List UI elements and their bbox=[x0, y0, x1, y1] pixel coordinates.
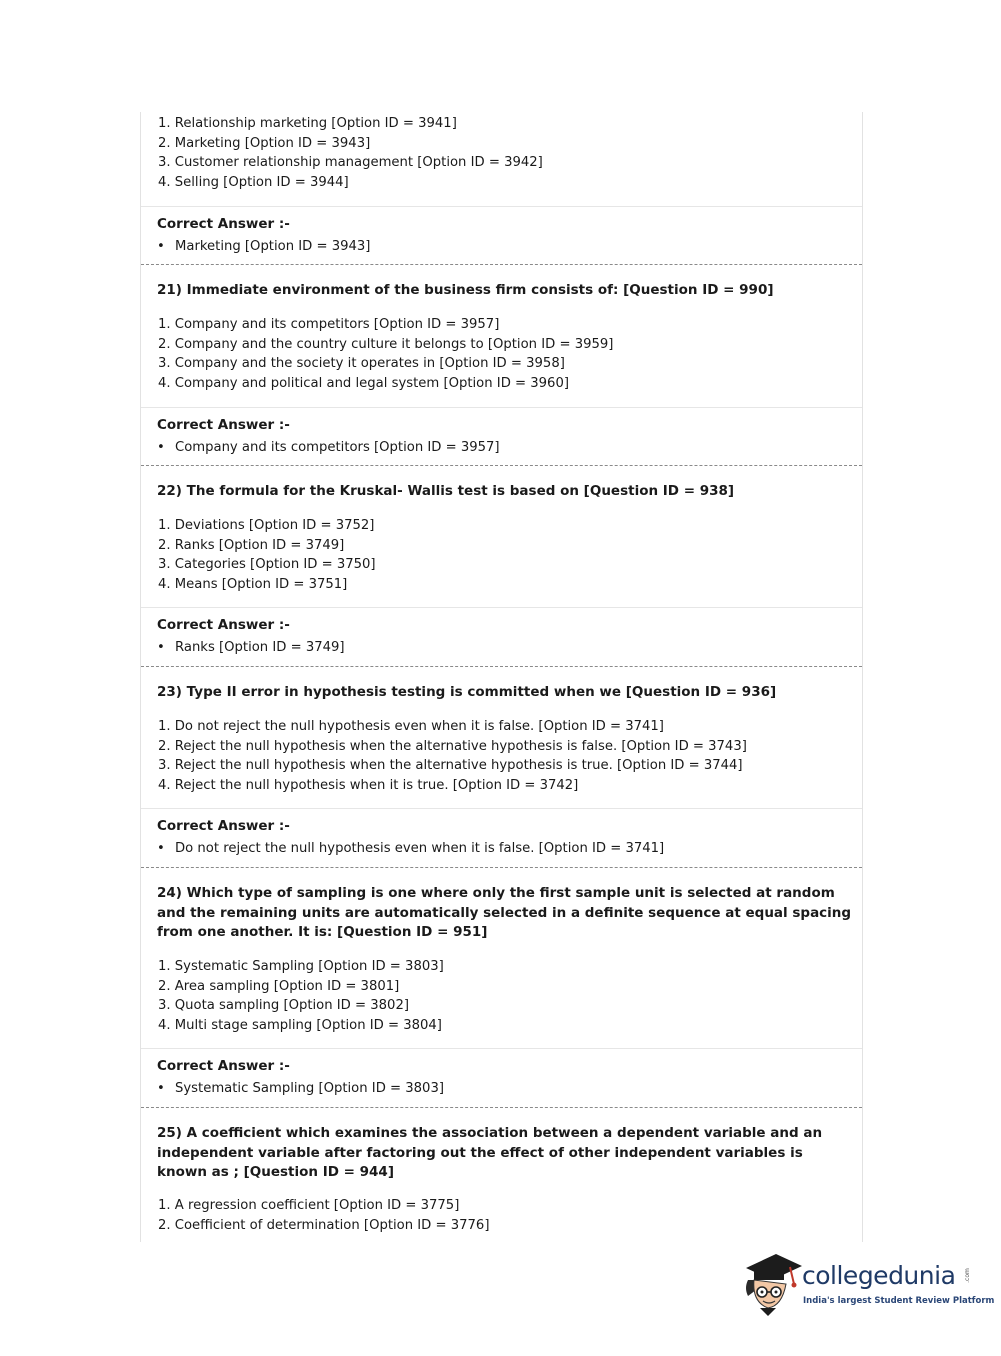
option: 3. Categories [Option ID = 3750] bbox=[158, 557, 376, 572]
options-list bbox=[141, 717, 862, 795]
option: 3. Customer relationship management [Option ID = 3942] bbox=[158, 155, 543, 170]
correct-answer-box bbox=[141, 1048, 862, 1107]
options-list bbox=[141, 957, 862, 1035]
logo-domain-suffix: .com bbox=[963, 1268, 971, 1283]
options-list bbox=[141, 516, 862, 594]
correct-answer-item: • Ranks [Option ID = 3749] bbox=[157, 639, 345, 657]
question-sheet bbox=[140, 112, 863, 1242]
option: 1. Do not reject the null hypothesis even when it is false. [Option ID = 3741] bbox=[158, 719, 664, 734]
question-separator bbox=[141, 1107, 862, 1108]
question-title: 23) Type II error in hypothesis testing is committed when we [Question ID = 936] bbox=[157, 684, 777, 700]
correct-answer-box bbox=[141, 808, 862, 867]
option: 2. Marketing [Option ID = 3943] bbox=[158, 135, 371, 151]
correct-answer-box bbox=[141, 407, 862, 466]
option: 1. A regression coefficient [Option ID = 3775] bbox=[158, 1198, 460, 1213]
correct-answer-item: • Do not reject the null hypothesis even when it is false. [Option ID = 3741] bbox=[157, 840, 664, 858]
question-separator bbox=[141, 264, 862, 265]
option: 1. Relationship marketing [Option ID = 3941] bbox=[158, 116, 457, 131]
option: 2. Company and the country culture it belongs to [Option ID = 3959] bbox=[158, 336, 614, 352]
question-separator bbox=[141, 465, 862, 466]
question-title: 24) Which type of sampling is one where only the first sample unit is selected at random and the remaining units are automatically selected in a definite sequence at equal spacing from one another. It is: [Question ID = 951] bbox=[157, 885, 852, 940]
option: 4. Selling [Option ID = 3944] bbox=[158, 174, 349, 190]
correct-answer-item: • Marketing [Option ID = 3943] bbox=[157, 238, 370, 256]
question-title: 25) A coefficient which examines the association between a dependent variable and an independent variable after factoring out the effect of other independent variables is known as ; [Question ID = 944] bbox=[157, 1125, 823, 1180]
option: 1. Systematic Sampling [Option ID = 3803] bbox=[158, 959, 444, 974]
correct-answer-box bbox=[141, 206, 862, 265]
correct-answer-label: Correct Answer :- bbox=[157, 617, 290, 633]
option: 2. Area sampling [Option ID = 3801] bbox=[158, 978, 400, 994]
correct-answer-label: Correct Answer :- bbox=[157, 1058, 290, 1074]
question-title: 21) Immediate environment of the business firm consists of: [Question ID = 990] bbox=[157, 282, 774, 298]
correct-answer-item: • Company and its competitors [Option ID = 3957] bbox=[157, 439, 500, 457]
correct-answer-label: Correct Answer :- bbox=[157, 417, 290, 433]
correct-answer-label: Correct Answer :- bbox=[157, 818, 290, 834]
options-list bbox=[141, 1196, 862, 1235]
logo-tagline: India's largest Student Review Platform bbox=[803, 1296, 995, 1306]
option: 3. Reject the null hypothesis when the alternative hypothesis is true. [Option ID = 3744] bbox=[158, 758, 743, 773]
question-title: 22) The formula for the Kruskal- Wallis test is based on [Question ID = 938] bbox=[157, 483, 735, 499]
mascot-icon bbox=[742, 1250, 804, 1320]
question-separator bbox=[141, 666, 862, 667]
option: 4. Company and political and legal system [Option ID = 3960] bbox=[158, 375, 569, 391]
options-list bbox=[141, 114, 862, 192]
option: 2. Ranks [Option ID = 3749] bbox=[158, 537, 345, 553]
option: 4. Means [Option ID = 3751] bbox=[158, 576, 348, 592]
correct-answer-label: Correct Answer :- bbox=[157, 216, 290, 232]
option: 3. Company and the society it operates in [Option ID = 3958] bbox=[158, 356, 565, 371]
option: 2. Reject the null hypothesis when the alternative hypothesis is false. [Option ID = 3743] bbox=[158, 738, 747, 754]
question-separator bbox=[141, 867, 862, 868]
correct-answer-item: • Systematic Sampling [Option ID = 3803] bbox=[157, 1080, 444, 1098]
option: 4. Reject the null hypothesis when it is true. [Option ID = 3742] bbox=[158, 777, 579, 793]
options-list bbox=[141, 315, 862, 393]
option: 1. Deviations [Option ID = 3752] bbox=[158, 518, 375, 533]
option: 4. Multi stage sampling [Option ID = 3804] bbox=[158, 1017, 442, 1033]
logo-wordmark: collegedunia bbox=[802, 1261, 956, 1290]
option: 1. Company and its competitors [Option ID = 3957] bbox=[158, 317, 500, 332]
collegedunia-logo[interactable] bbox=[742, 1250, 995, 1320]
correct-answer-box bbox=[141, 607, 862, 666]
option: 2. Coefficient of determination [Option ID = 3776] bbox=[158, 1217, 490, 1233]
option: 3. Quota sampling [Option ID = 3802] bbox=[158, 998, 409, 1013]
